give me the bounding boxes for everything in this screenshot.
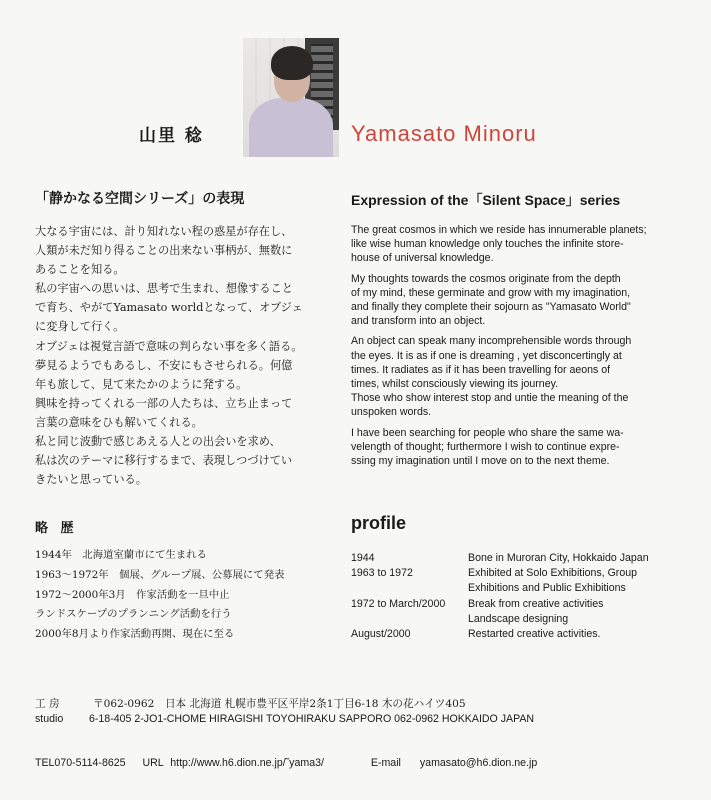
- jp-paragraph: 私の宇宙への思いは、思考で生まれ、想像すること で育ち、やがてYamasato worldとなって、オブジェ に変身して行く。: [35, 282, 303, 334]
- profile-row: [351, 612, 708, 627]
- telephone: TEL070-5114-8625: [35, 757, 126, 769]
- url-label: URL: [142, 757, 164, 769]
- artist-name-japanese: 山里 稔: [139, 126, 204, 146]
- profile-date: [351, 612, 468, 627]
- studio-address-jp: 〒062-0962 日本 北海道 札幌市豊平区平岸2条1丁目6-18 木の花ハイツ405: [93, 698, 466, 710]
- profile-date: 1944: [351, 552, 375, 564]
- jp-history-heading: 略 歴: [35, 521, 78, 536]
- portrait-photo: [243, 38, 339, 157]
- jp-paragraph: 大なる宇宙には、計り知れない程の惑星が存在し、 人類が未だ知り得ることの出来ない事柄が、無数に あることを知る。: [35, 225, 293, 277]
- profile-event: Restarted creative activities.: [468, 628, 601, 641]
- jp-history-list: [35, 546, 284, 645]
- jp-statement-body: [35, 222, 335, 489]
- studio-address-jp-row: [35, 696, 466, 711]
- profile-list: [351, 551, 708, 642]
- profile-row: [351, 566, 708, 581]
- jp-paragraph: オブジェは視覚言語で意味の判らない事を多く語る。 夢見るようでもあるし、不安にもさせられる。何億 年も旅して、見て来たかのように発する。: [35, 339, 303, 391]
- profile-heading: profile: [351, 513, 407, 533]
- history-item: 1944年 北海道室蘭市にて生まれる: [35, 549, 207, 561]
- profile-event: Exhibited at Solo Exhibitions, Group: [468, 567, 638, 580]
- profile-event: Exhibitions and Public Exhibitions: [468, 582, 626, 595]
- studio-label-jp: 工 房: [35, 698, 60, 710]
- jp-paragraph: 興味を持ってくれる一部の人たちは、立ち止まって 言葉の意味をひも解いてくれる。: [35, 396, 293, 429]
- artist-name-english: Yamasato Minoru: [351, 121, 537, 146]
- history-item: 1963～1972年 個展、グループ展、公募展にて発表: [35, 568, 285, 581]
- history-item: 2000年8月より作家活動再開、現在に至る: [35, 628, 235, 641]
- profile-row: [351, 627, 708, 642]
- profile-row: [351, 581, 708, 596]
- profile-date: [351, 581, 468, 596]
- profile-row: [351, 597, 708, 612]
- en-paragraph: An object can speak many incomprehensible words through the eyes. It is as if one is dreaming , yet disconcertingly at times. It radiates as if it has been travelling for aeons of times, whilst consciously viewing its journey. Those who show interest stop and untie the meaning of the unspoken words.: [351, 335, 632, 419]
- profile-date: August/2000: [351, 628, 411, 641]
- jp-statement-heading: 「静かなる空間シリーズ」の表現: [35, 191, 245, 207]
- profile-date: 1963 to 1972: [351, 567, 413, 580]
- email-label: E-mail: [370, 757, 401, 769]
- profile-event: Bone in Muroran City, Hokkaido Japan: [468, 552, 649, 564]
- email-link[interactable]: yamasato@h6.dion.ne.jp: [419, 757, 538, 769]
- profile-row: [351, 551, 708, 566]
- en-paragraph: The great cosmos in which we reside has innumerable planets; like wise human knowledge only touches the infinite store- house of universal knowledge.: [351, 224, 647, 265]
- en-paragraph: My thoughts towards the cosmos originate from the depth of my mind, these germinate and grow with my imagination, and finally they complete their sojourn as "Yamasato World" and transform into an object.: [351, 272, 631, 328]
- jp-paragraph: 私と同じ波動で感じあえる人との出会いを求め、 私は次のテーマに移行するまで、表現しつづけてい きたいと思っている。: [35, 435, 293, 487]
- en-statement-heading: Expression of the「Silent Space」series: [351, 192, 621, 208]
- website-link[interactable]: http://www.h6.dion.ne.jp/˜yama3/: [170, 757, 324, 769]
- studio-label-en: studio: [35, 713, 64, 725]
- contact-row: [35, 757, 537, 769]
- en-statement-body: [351, 223, 696, 474]
- en-paragraph: I have been searching for people who share the same wa- velength of thought; furthermore I wish to continue expre- ssing my imagination until I move on to the next theme.: [351, 426, 624, 468]
- history-item: 1972～2000年3月 作家活動を一旦中止: [35, 588, 230, 601]
- profile-date: 1972 to March/2000: [351, 597, 446, 610]
- studio-address-en: 6-18-405 2-JO1-CHOME HIRAGISHI TOYOHIRAKU SAPPORO 062-0962 HOKKAIDO JAPAN: [89, 713, 535, 725]
- profile-event: Break from creative activities: [468, 597, 604, 610]
- history-item: ランドスケープのプランニング活動を行う: [35, 608, 232, 621]
- profile-event: Landscape designing: [468, 612, 569, 625]
- studio-address-en-row: [35, 713, 534, 725]
